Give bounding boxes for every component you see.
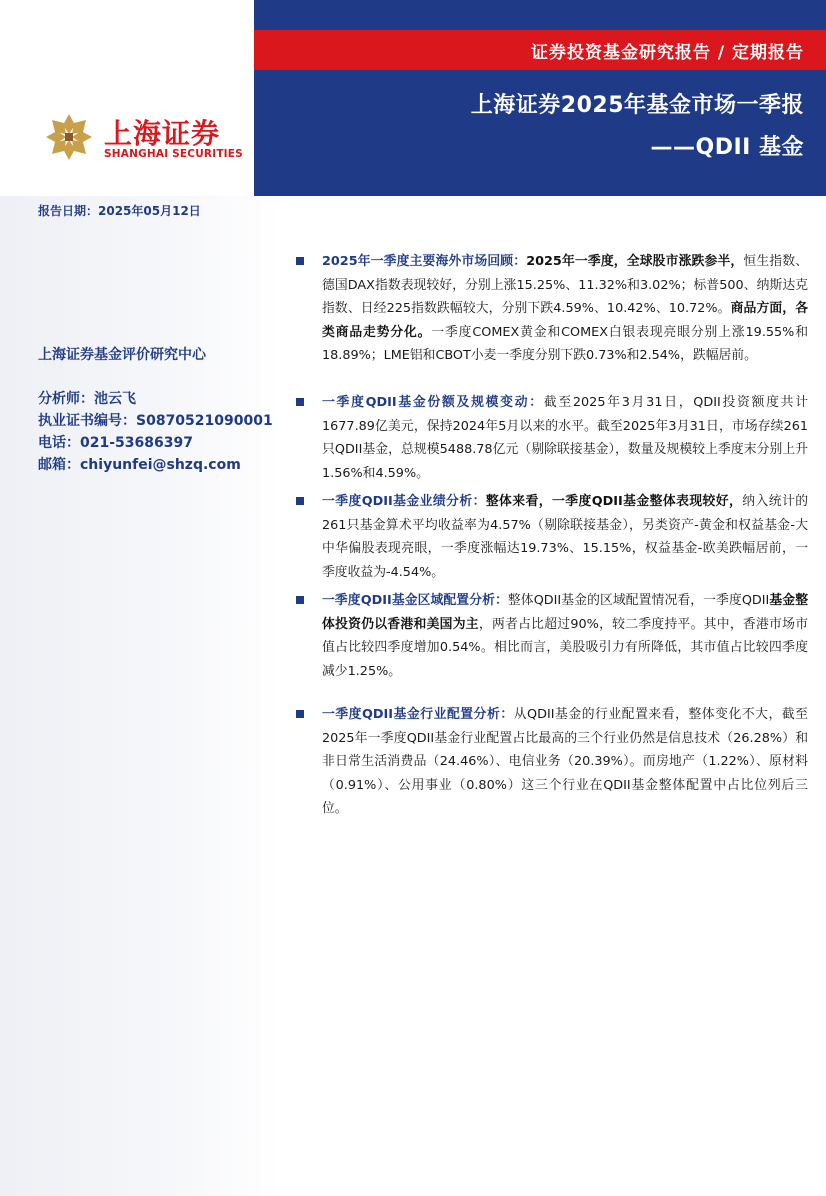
summary-lead: 一季度QDII基金份额及规模变动：: [322, 395, 544, 410]
email: 邮箱：chiyunfei@shzq.com: [38, 457, 241, 473]
bullet-icon: [296, 497, 304, 505]
summary-text: 从QDII基金的行业配置来看，整体变化不大，截至2025年一季度QDII基金行业配置占比最高的三个行业仍然是信息技术（26.28%）和非日常生活消费品（24.46%）、电信业务（20.39%）。而房地产（1.22%）、原材料（0.91%）、公用事业（0.80%）这三个行业在QDII基金整体配置中占比位列后三位。: [322, 707, 808, 817]
report-title: 上海证券2025年基金市场一季报: [470, 93, 804, 118]
summary-item: [300, 589, 808, 683]
bullet-icon: [296, 596, 304, 604]
report-subtitle: ——QDII 基金: [650, 135, 804, 160]
summary-lead: 一季度QDII基金区域配置分析：: [322, 593, 508, 608]
summary-paragraph: [300, 391, 808, 485]
summary-text: 纳入统计的261只基金算术平均收益率为4.57%（剔除联接基金），另类资产-黄金和权益基金-大中华偏股表现亮眼，一季度涨幅达19.73%、15.15%，权益基金-欧美跌幅居前，一季度收益为-4.54%。: [322, 494, 808, 580]
summary-paragraph: [300, 703, 808, 821]
summary-text: ，两者占比超过90%，较二季度持平。其中，香港市场市值占比较四季度增加0.54%。相比而言，美股吸引力有所降低，其市值占比较四季度减少1.25%。: [322, 616, 808, 679]
brand-name-cn: 上海证券: [104, 117, 221, 150]
summary-highlight: 商品方面，各类商品走势分化。: [322, 301, 808, 340]
brand-name-en: SHANGHAI SECURITIES: [104, 148, 243, 160]
summary-item: [300, 391, 808, 485]
category-band: [254, 30, 826, 70]
summary-paragraph: [300, 490, 808, 584]
report-date: 报告日期：2025年05月12日: [38, 204, 201, 218]
bullet-icon: [296, 257, 304, 265]
summary-lead: 2025年一季度主要海外市场回顾：: [322, 254, 527, 269]
summary-text: 截至2025年3月31日，QDII投资额度共计1677.89亿美元，保持2024年5月以来的水平。截至2025年3月31日，市场存续261只QDII基金，总规模5488.78亿元（剔除联接基金），数量及规模较上季度末分别上升1.56%和4.59%。: [322, 395, 809, 481]
summary-text: 整体QDII基金的区域配置情况看，一季度QDII: [507, 593, 770, 608]
summary-highlight: 整体来看，一季度QDII基金整体表现较好，: [485, 494, 743, 509]
summary-item: [300, 703, 808, 821]
summary-paragraph: [300, 250, 808, 368]
summary-item: [300, 250, 808, 368]
summary-paragraph: [300, 589, 808, 683]
phone: 电话：021-53686397: [38, 435, 193, 451]
header-top-bar: [254, 0, 826, 30]
summary-highlight: 2025年一季度，全球股市涨跌参半，: [526, 254, 744, 269]
report-category: 证券投资基金研究报告 / 定期报告: [530, 43, 804, 63]
analyst-name: 分析师：池云飞: [38, 391, 136, 407]
summary-lead: 一季度QDII基金业绩分析：: [322, 494, 486, 509]
certificate-number: 执业证书编号：S0870521090001: [38, 413, 273, 429]
summary-text: 恒生指数、德国DAX指数表现较好，分别上涨15.25%、11.32%和3.02%；标普500、纳斯达克指数、日经225指数跌幅较大，分别下跌4.59%、10.42%、10.72%。: [322, 254, 808, 317]
shanghai-securities-logo-icon: [44, 112, 94, 162]
research-center: 上海证券基金评价研究中心: [38, 347, 206, 363]
bullet-icon: [296, 398, 304, 406]
bullet-icon: [296, 710, 304, 718]
summary-text: 一季度COMEX黄金和COMEX白银表现亮眼分别上涨19.55%和18.89%；LME铝和CBOT小麦一季度分别下跌0.73%和2.54%，跌幅居前。: [322, 324, 809, 364]
summary-item: [300, 490, 808, 584]
summary-lead: 一季度QDII基金行业配置分析：: [322, 707, 514, 722]
title-block: [254, 70, 826, 196]
summary-highlight: 基金整体投资仍以香港和美国为主: [322, 593, 809, 632]
